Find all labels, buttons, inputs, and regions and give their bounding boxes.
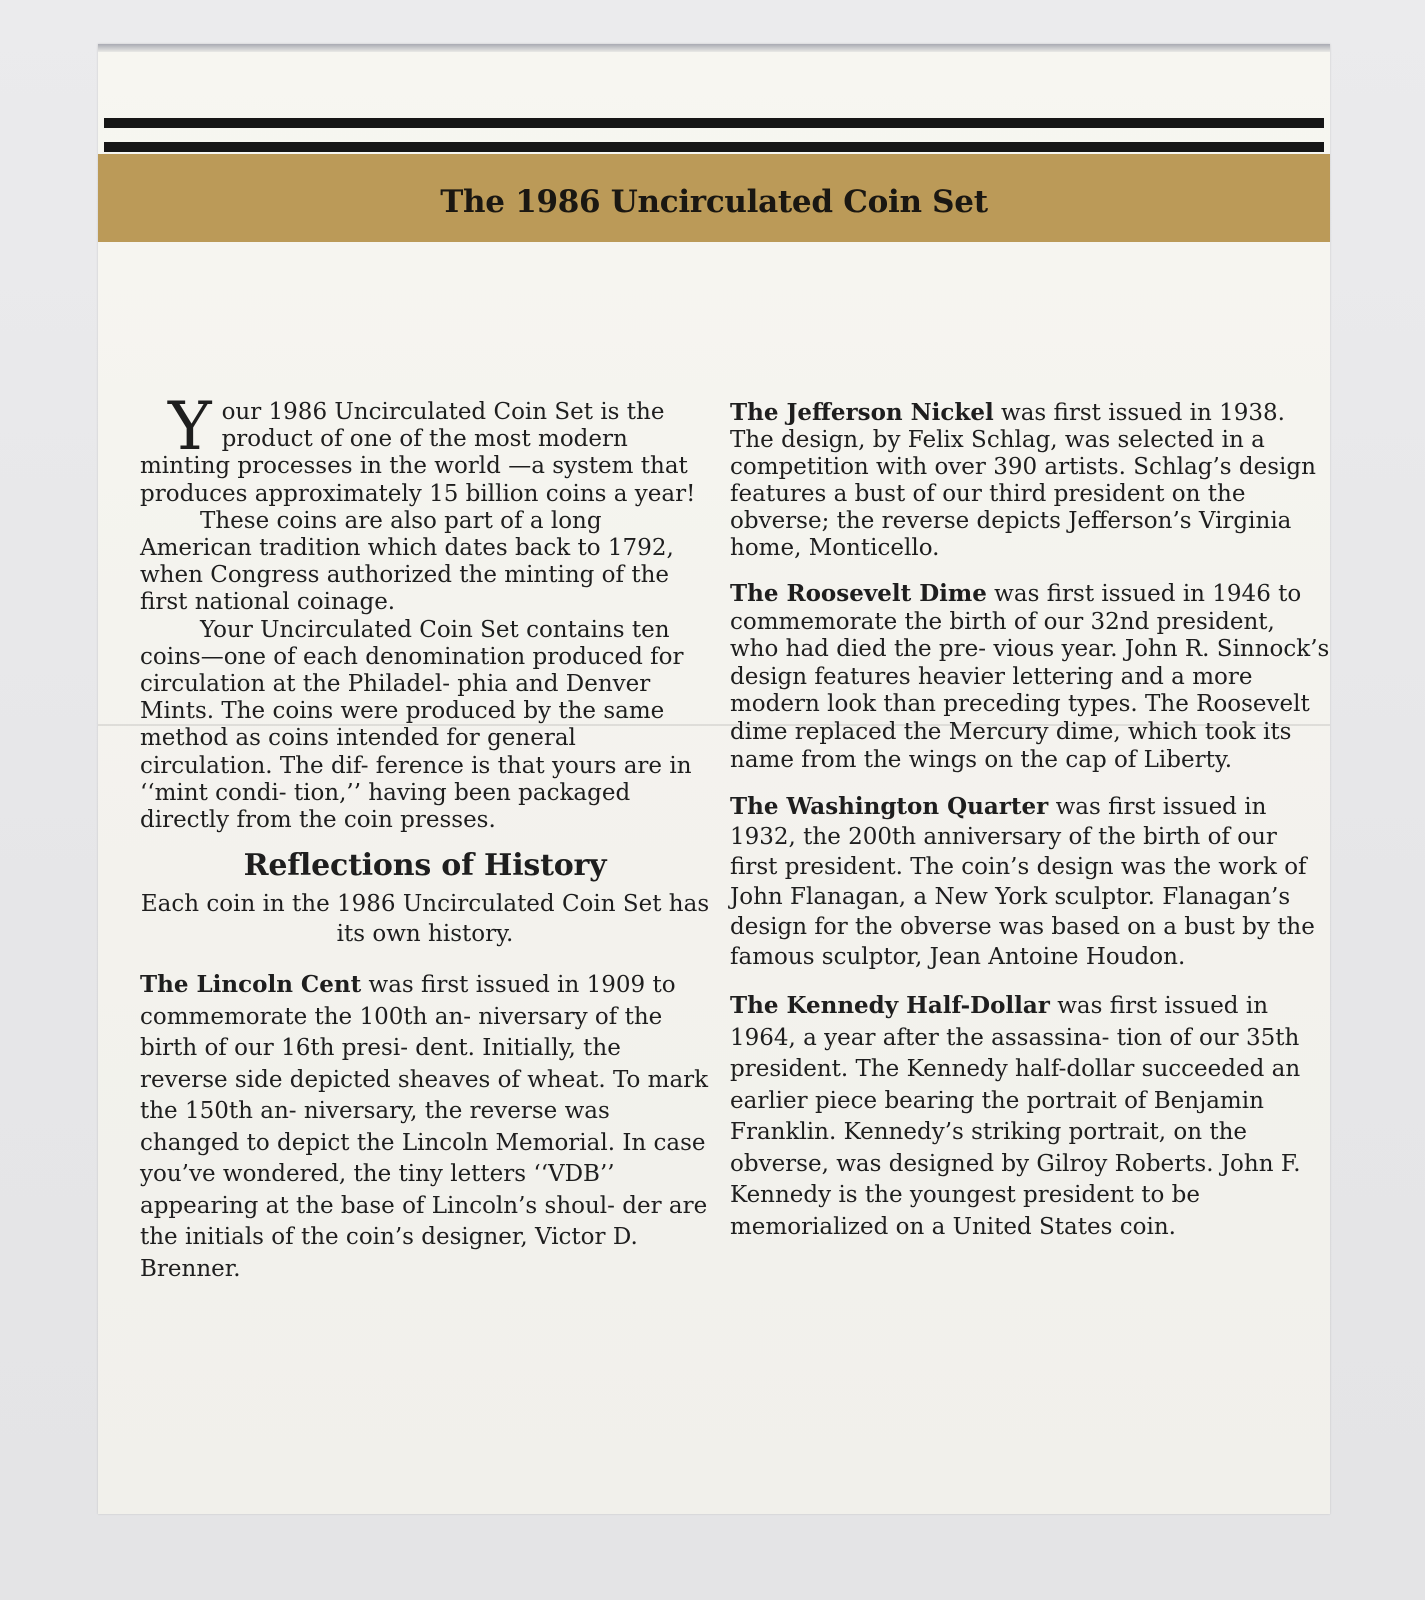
coin-name: The Roosevelt Dime <box>730 580 987 607</box>
coin-description: was first issued in 1964, a year after the assassina- tion of our 35th president. The Kennedy half-dollar succeeded an earlier piece bearing the portrait of Benjamin Franklin. Kennedy’s striking portrait, on the obverse, was designed by Gilroy Roberts. John F. Kennedy is the youngest president to be memorialized on a United States coin. <box>730 993 1301 1240</box>
intro-paragraph-3: Your Uncirculated Coin Set contains ten coins—one of each denomination produced for circulation at the Philadel- phia and Denver Mints. The coins were produced by the same method as coins intended for general circulation. The dif- ference is that yours are in ‘‘mint condi- tion,’’ having been packaged directly from the coin presses. <box>140 616 692 834</box>
coin-description: was first issued in 1938. The design, by Felix Schlag, was selected in a competition with over 390 artists. Schlag’s design features a bust of our third president on the obverse; the reverse depicts Jefferson’s Virginia home, Monticello. <box>730 400 1316 561</box>
coin-set-insert-sheet <box>98 44 1330 1514</box>
sheet-top-edge <box>98 44 1330 52</box>
section-subtitle: Each coin in the 1986 Uncirculated Coin Set has its own history. <box>140 891 710 948</box>
header-rule-bottom <box>104 142 1324 152</box>
coin-description: was first issued in 1946 to commemorate the birth of our 32nd president, who had died the pre- vious year. John R. Sinnock’s design features heavier lettering and a more modern look than preceding types. The Roosevelt dime replaced the Mercury dime, which took its name from the wings on the cap of Liberty. <box>730 581 1330 773</box>
section-heading: Reflections of History <box>243 848 607 884</box>
intro-paragraph-1-text: our 1986 Uncirculated Coin Set is the product of one of the most modern minting processes in the world —a system that produces approximately 15 billion coins a year! <box>140 399 696 507</box>
coin-paragraph-jefferson-nickel <box>730 399 1330 562</box>
header-rule-top <box>104 118 1324 128</box>
coin-description: was first issued in 1909 to commemorate the 100th an- niversary of the birth of our 16th presi- dent. Initially, the reverse side depicted sheaves of wheat. To mark the 150th an- niversary, the reverse was changed to depict the Lincoln Memorial. In case you’ve wondered, the tiny letters ‘‘VDB’’ appearing at the base of Lincoln’s shoul- der are the initials of the coin’s designer, Victor D. Brenner. <box>140 972 709 1282</box>
coin-name: The Washington Quarter <box>730 793 1049 821</box>
intro-paragraph-2: These coins are also part of a long American tradition which dates back to 1792, when Congress authorized the minting of the first national coinage. <box>140 507 674 616</box>
coin-paragraph-kennedy-half-dollar <box>730 990 1330 1243</box>
coin-name: The Jefferson Nickel <box>730 399 994 426</box>
coin-name: The Kennedy Half-Dollar <box>730 992 1050 1020</box>
title-band <box>98 154 1330 242</box>
coin-paragraph-washington-quarter <box>730 792 1330 972</box>
right-column <box>730 399 1330 1261</box>
drop-cap-letter: Y <box>168 388 212 465</box>
left-column <box>140 388 710 1303</box>
intro-paragraph-1 <box>140 388 710 508</box>
coin-paragraph-roosevelt-dime <box>730 580 1330 774</box>
coin-name: The Lincoln Cent <box>140 971 362 999</box>
coin-paragraph-lincoln-cent <box>140 969 710 1285</box>
coin-description: was first issued in 1932, the 200th anniversary of the birth of our first president. The coin’s design was the work of John Flanagan, a New York sculptor. Flanagan’s design for the obverse was based on a bust by the famous sculptor, Jean Antoine Houdon. <box>730 794 1315 971</box>
document-title: The 1986 Uncirculated Coin Set <box>440 184 988 220</box>
